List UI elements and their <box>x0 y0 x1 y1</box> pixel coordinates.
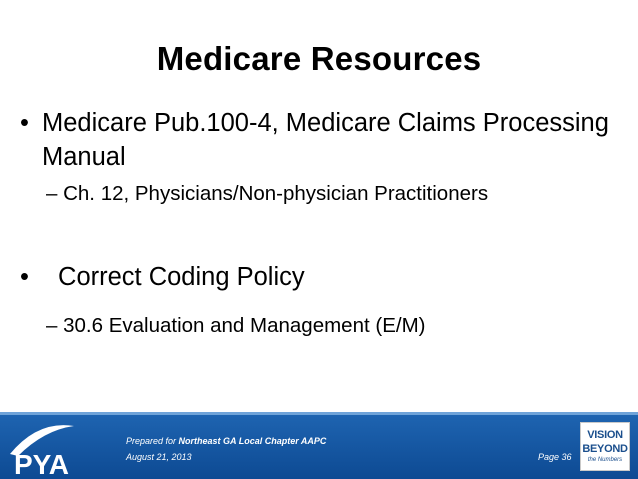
badge-line-1: VISION <box>587 429 623 441</box>
bullet-1 <box>20 106 620 174</box>
prepared-for-organization: Northeast GA Local Chapter AAPC <box>178 436 327 446</box>
prepared-for-prefix: Prepared for <box>126 436 177 446</box>
pya-logo-icon <box>8 416 108 478</box>
slide-title: Medicare Resources <box>156 40 482 77</box>
badge-line-3: the Numbers <box>587 457 623 463</box>
bullet-2 <box>20 263 305 292</box>
bullet-1-text: Medicare Pub.100-4, Medicare Claims Processing Manual <box>42 109 609 171</box>
bullet-1-subitem: – Ch. 12, Physicians/Non-physician Practitioners <box>46 182 489 205</box>
page-number: Page 36 <box>538 452 572 462</box>
footer-date: August 21, 2013 <box>126 452 192 462</box>
logo-wordmark: PYA <box>14 449 70 478</box>
badge-line-2: BEYOND <box>582 443 628 455</box>
bullet-2-subitem: – 30.6 Evaluation and Management (E/M) <box>46 314 426 337</box>
prepared-for-line <box>126 436 326 446</box>
bullet-marker: • <box>20 263 29 291</box>
vision-beyond-badge <box>580 422 630 471</box>
footer-accent-line <box>0 412 638 415</box>
bullet-marker: • <box>20 109 29 137</box>
bullet-2-text: Correct Coding Policy <box>58 263 305 291</box>
